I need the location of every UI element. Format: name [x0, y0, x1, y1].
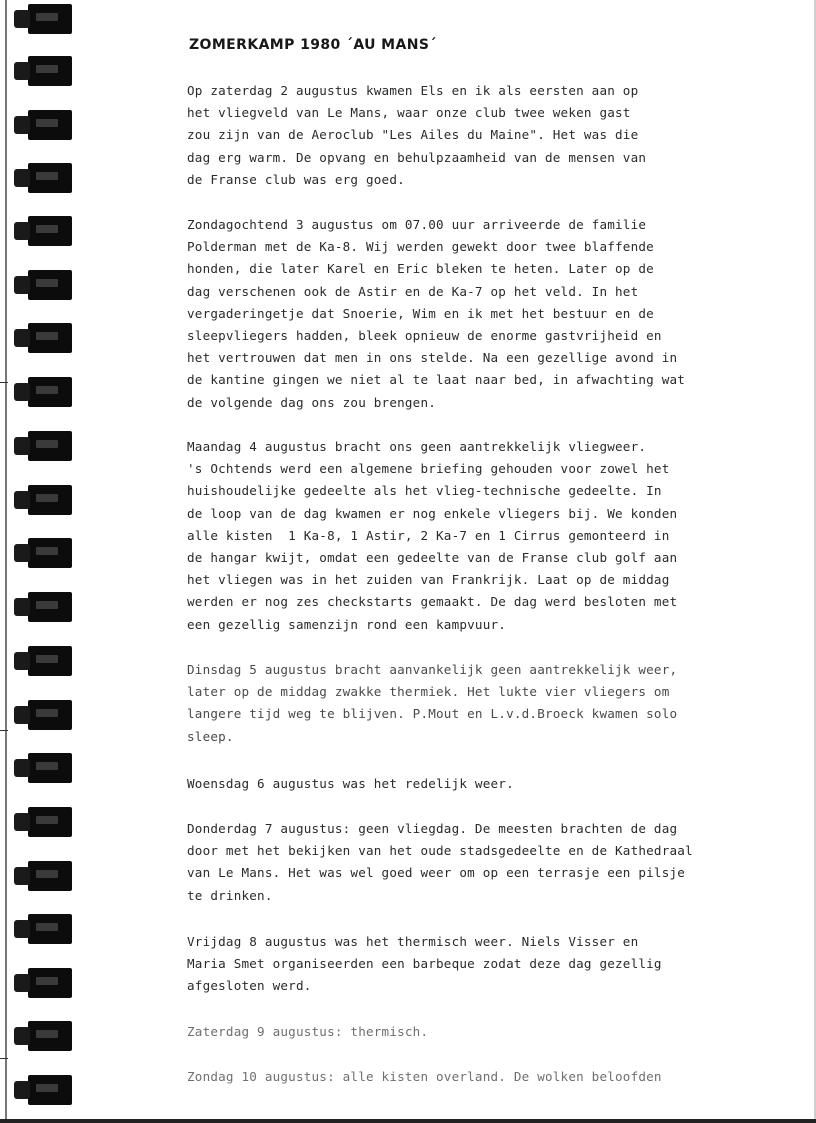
binding-ring [28, 1021, 72, 1051]
text-line: Op zaterdag 2 augustus kwamen Els en ik als eersten aan op [187, 83, 639, 98]
binding-ring [28, 861, 72, 891]
spiral-binding [0, 0, 80, 1123]
text-line: Maria Smet organiseerden een barbeque zodat deze dag gezellig [187, 956, 662, 972]
binding-ring [28, 110, 72, 140]
text-line: Polderman met de Ka-8. Wij werden gewekt door twee blaffende [187, 239, 654, 255]
binding-ring [28, 485, 72, 515]
binding-ring [28, 163, 72, 193]
binding-ring [28, 377, 72, 407]
binding-ring [28, 700, 72, 730]
text-line: later op de middag zwakke thermiek. Het lukte vier vliegers om [187, 684, 670, 700]
binding-ring [28, 807, 72, 837]
bottom-edge-shadow [0, 1119, 816, 1123]
text-line: afgesloten werd. [187, 978, 312, 994]
binding-ring [28, 646, 72, 676]
text-line: het vliegveld van Le Mans, waar onze club twee weken gast [187, 105, 631, 121]
page-edge-line [5, 0, 7, 1123]
binding-ring [28, 538, 72, 568]
text-line: Maandag 4 augustus bracht ons geen aantrekkelijk vliegweer. [187, 439, 647, 454]
binding-ring [28, 753, 72, 783]
text-line: door met het bekijken van het oude stadsgedeelte en de Kathedraal [187, 843, 693, 859]
page-edge-tick [0, 382, 8, 383]
binding-ring [28, 216, 72, 246]
text-line: de Franse club was erg goed. [187, 171, 405, 187]
binding-ring [28, 1075, 72, 1105]
page-edge-tick [0, 730, 8, 731]
text-line: het vertrouwen dat men in ons stelde. Na een gezellige avond in [187, 350, 678, 366]
binding-ring [28, 270, 72, 300]
text-line: de hangar kwijt, omdat een gedeelte van de Franse club golf aan [187, 550, 678, 565]
binding-ring [28, 56, 72, 86]
binding-ring [28, 914, 72, 944]
binding-ring [28, 592, 72, 622]
binding-ring [28, 431, 72, 461]
text-line: te drinken. [187, 887, 273, 903]
text-line: 's Ochtends werd een algemene briefing gehouden voor zowel het [187, 461, 670, 477]
text-line: Zondag 10 augustus: alle kisten overland. De wolken beloofden [187, 1069, 662, 1084]
text-line: dag verschenen ook de Astir en de Ka-7 op het veld. In het [187, 283, 639, 299]
text-line: de kantine gingen we niet al te laat naar bed, in afwachting wat [187, 372, 686, 388]
text-line: langere tijd weg te blijven. P.Mout en L.v.d.Broeck kwamen solo [187, 706, 678, 722]
text-line: van Le Mans. Het was wel goed weer om op een terrasje een pilsje [187, 865, 686, 881]
binding-ring [28, 968, 72, 998]
text-line: Dinsdag 5 augustus bracht aanvankelijk geen aantrekkelijk weer, [187, 662, 678, 677]
text-line: de loop van de dag kwamen er nog enkele vliegers bij. We konden [187, 505, 678, 521]
binding-ring [28, 4, 72, 34]
text-line: het vliegen was in het zuiden van Frankrijk. Laat op de middag [187, 572, 670, 588]
binding-ring [28, 323, 72, 353]
text-line: zou zijn van de Aeroclub "Les Ailes du Maine". Het was die [187, 127, 639, 143]
document-title: ZOMERKAMP 1980 ´AU MANS´ [189, 37, 437, 53]
text-line: Donderdag 7 augustus: geen vliegdag. De meesten brachten de dag [187, 821, 678, 836]
text-line: werden er nog zes checkstarts gemaakt. De dag werd besloten met [187, 594, 678, 610]
text-line: sleepvliegers hadden, bleek opnieuw de enorme gastvrijheid en [187, 328, 662, 343]
text-line: Zondagochtend 3 augustus om 07.00 uur arriveerde de familie [187, 217, 647, 232]
text-line: huishoudelijke gedeelte als het vlieg-technische gedeelte. In [187, 483, 662, 499]
page-edge-tick [0, 1058, 8, 1059]
text-line: de volgende dag ons zou brengen. [187, 394, 437, 410]
text-line: een gezellig samenzijn rond een kampvuur. [187, 616, 507, 632]
text-line: vergaderingetje dat Snoerie, Wim en ik met het bestuur en de [187, 305, 654, 321]
text-line: Woensdag 6 augustus was het redelijk weer. [187, 776, 514, 791]
text-line: Vrijdag 8 augustus was het thermisch weer. Niels Visser en [187, 934, 639, 949]
text-line: sleep. [187, 728, 234, 744]
text-line: dag erg warm. De opvang en behulpzaamheid van de mensen van [187, 149, 647, 165]
text-line: alle kisten 1 Ka-8, 1 Astir, 2 Ka-7 en 1 Cirrus gemonteerd in [187, 527, 670, 543]
text-line: honden, die later Karel en Eric bleken te heten. Later op de [187, 261, 654, 277]
text-line: Zaterdag 9 augustus: thermisch. [187, 1024, 429, 1039]
